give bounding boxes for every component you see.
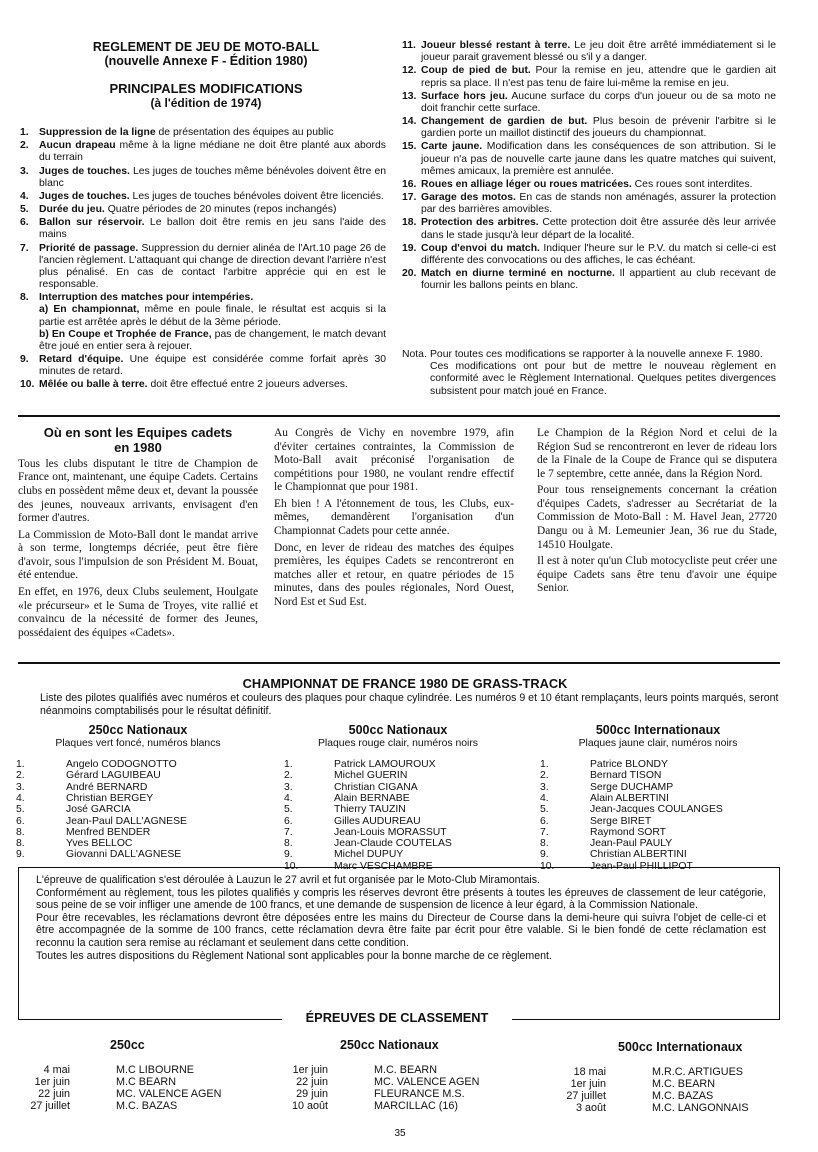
rider-number: 6. [16,815,25,827]
cadets-column-3 [537,427,777,599]
cadets-paragraph-3: En effet, en 1976, deux Clubs seulement, Houlgate «le précurseur» et le Suma de Troyes, vite rallié et convaincu de la nécessité de former des Jeunes, possédaient des équipes «Cadets». [18,585,258,639]
rule-number: 18. [402,217,417,229]
rider-name: Gilles AUDUREAU [334,815,421,827]
reglement-left-column [30,40,382,110]
rule-heading: Ballon sur réservoir. [39,217,145,229]
rider-name: Christian BERGEY [66,792,154,804]
rider-row [540,782,778,793]
rule-item [402,141,776,178]
events-title: ÉPREUVES DE CLASSEMENT [282,1010,512,1026]
rider-row [284,849,518,860]
rule-subitem [39,304,386,328]
rule-text: Ces roues sont interdites. [631,178,753,190]
category-title: 500cc Nationaux [348,723,448,737]
rider-name: Jean-Louis MORASSUT [334,826,447,838]
event-row [268,1088,528,1100]
rule-item [20,140,386,164]
cadets-title-2: en 1980 [114,439,162,455]
rule-text: Plus besoin de prévenir l'arbitre si le gardien porte un maillot distinctif des joueurs du championnat. [421,116,776,140]
rule-number: 17. [402,192,417,204]
category-plates: Plaques vert foncé, numéros blancs [55,737,221,749]
rule-number: 20. [402,268,417,280]
rule-text: Le ballon doit être remis en jeu sans l'aide des mains [39,217,386,241]
rider-number: 4. [16,792,25,804]
rule-item [20,292,386,353]
rule-item [20,354,386,378]
rider-number: 7. [540,826,549,838]
event-club: M.C. BAZAS [116,1100,178,1112]
rule-item [402,65,776,89]
rule-text: de présentation des équipes au public [155,127,334,138]
rider-number: 8. [540,838,549,850]
rule-number: 12. [402,65,417,77]
event-row [10,1076,270,1088]
rider-number: 1. [284,759,293,771]
event-row [268,1064,528,1076]
event-row [10,1088,270,1100]
event-date: 29 juin [296,1088,328,1100]
category-plates: Plaques rouge clair, numéros noirs [318,737,478,749]
divider-top [18,415,780,417]
rule-heading: Coup d'envoi du match. [421,242,540,254]
rider-row [540,849,778,860]
rider-number: 3. [284,781,293,793]
rule-heading: Juges de touches. [39,165,130,177]
rider-name: Jean-Paul PHILLIPOT [590,860,693,872]
rule-heading: Match en diurne terminé en nocturne. [421,268,615,280]
rider-name: Alain BERNABE [334,792,410,804]
rider-name: Serge DUCHAMP [590,781,674,793]
rule-number: 10. [20,379,35,391]
rule-subitem-text: pas de changement, le match devant être joué en entier sera à rejouer. [39,328,386,352]
rider-row [284,804,518,815]
rider-row [16,770,268,781]
rider-row [540,793,778,804]
rule-text: Modification dans les conséquences de son attribution. Si le joueur n'a pas de nouvelle carte jaune dans les quatre matches qui suivent, mêmes amicaux, la première est annulée. [421,141,777,177]
cadets-paragraph-1: Tous les clubs disputant le titre de Champion de France ont, maintenant, une équipe Cadets. Certains clubs en possèdent même deux et, devant la poussée des jeunes, nouveaux arrivants, envisagent d'en former d'autres. [18,457,258,525]
category-500cc-nationaux [278,723,518,872]
rule-number: 4. [20,190,29,202]
riders-list [540,759,778,872]
rule-item [402,217,776,241]
event-row [546,1066,806,1078]
rider-row [540,770,778,781]
rules-list-right [402,40,776,293]
rule-number: 1. [20,127,29,138]
rider-number: 1. [540,759,549,771]
rule-number: 6. [20,217,29,229]
event-club: MC. VALENCE AGEN [374,1076,480,1088]
rider-row [284,827,518,838]
modifications-title: PRINCIPALES MODIFICATIONS [109,80,303,96]
rule-text: Les juges de touches bénévoles doivent être licenciés. [129,190,384,202]
rider-number: 3. [540,781,549,793]
reglement-title: REGLEMENT DE JEU DE MOTO-BALL [92,40,320,54]
rule-text: Indiquer l'heure sur le P.V. du match si celle-ci est différente des convocations ou des affiches, le cas échéant. [421,242,776,266]
cadets-paragraph-5: Eh bien ! A l'étonnement de tous, les Clubs, eux-mêmes, demandèrent l'organisation d'un Championnat Cadets pour cette année. [274,497,514,537]
event-row [268,1100,528,1112]
rider-row [540,759,778,770]
rider-row [16,782,268,793]
rule-text: même à la ligne médiane ne doit être planté aux abords du terrain [39,140,386,164]
cadets-paragraph-7: Le Champion de la Région Nord et celui de la Région Sud se rencontreront en lever de rideau lors de la Finale de la Coupe de France qui se disputera le 7 septembre, cette année, dans la Région Nord. [537,427,777,480]
cadets-title-1: Où en sont les Equipes cadets [43,425,233,440]
rider-name: Bernard TISON [590,770,662,782]
rider-number: 5. [540,804,549,816]
event-club: MARCILLAC (16) [374,1100,458,1112]
nota-block [402,349,776,398]
rule-item [20,191,386,203]
rider-name: Patrice BLONDY [590,759,668,771]
rule-number: 13. [402,90,417,102]
rider-number: 6. [540,815,549,827]
nota-text-1: Pour toutes ces modifications se rapporter à la nouvelle annexe F. 1980. [430,349,763,360]
rider-name: Christian ALBERTINI [590,849,687,861]
event-date: 27 juillet [566,1090,606,1102]
rider-name: Yves BELLOC [66,838,133,850]
category-title: 500cc Internationaux [595,723,721,737]
rider-name: Angelo CODOGNOTTO [66,759,177,771]
rider-number: 9. [540,849,549,861]
rule-text: En cas de stands non aménagés, assurer la protection par des barrières amovibles. [421,192,776,216]
rider-number: 6. [284,815,293,827]
cadets-paragraph-8: Pour tous renseignements concernant la création d'équipes Cadets, s'adresser au Secrétariat de la Commission de Moto-Ball : M. Havel Jean, 27720 Dangu ou à M. Lemeunier Jean, 36 rue du Stade, 14510 Houlgate. [537,484,777,551]
rider-number: 2. [284,770,293,782]
event-club: M.C LIBOURNE [116,1064,194,1076]
cadets-paragraph-6: Donc, en lever de rideau des matches des équipes premières, les équipes Cadets se rencontreront en matches aller et retour, en quatre périodes de 15 minutes, dans des poules régionales, Nord Ouest, Nord Est et Sud Est. [274,541,514,608]
rule-heading: Juges de touches. [39,190,130,202]
rider-row [16,793,268,804]
rule-heading: Suppression de la ligne [39,127,156,138]
rule-text: Les juges de touches même bénévoles doivent être en blanc [39,165,387,189]
rule-heading: Joueur blessé restant à terre. [421,40,571,51]
rule-item [402,192,776,216]
events-list [268,1064,528,1112]
rule-heading: Roues en alliage léger ou roues matricées. [421,178,632,190]
rule-heading: Coup de pied de but. [421,65,531,77]
rider-name: Alain ALBERTINI [590,792,669,804]
rider-number: 2. [16,770,25,782]
rule-number: 11. [402,40,416,51]
rider-row [16,838,268,849]
rule-subitem-text: même en poule finale, le résultat est acquis si la partie est arrêtée après le début de la 3ème période. [39,304,386,328]
grasstrack-title: CHAMPIONNAT DE FRANCE 1980 DE GRASS-TRACK [242,676,568,691]
event-club: M.C. BAZAS [652,1090,714,1102]
event-date: 1er juin [34,1076,70,1088]
rider-number: 4. [284,792,293,804]
event-date: 27 juillet [30,1100,70,1112]
rider-number: 10. [284,860,299,872]
rule-number: 15. [402,141,417,153]
rider-name: Jean-Jacques COULANGES [590,804,723,816]
event-row [546,1102,806,1114]
rider-row [16,827,268,838]
rider-number: 4. [540,792,549,804]
rider-number: 7. [284,826,293,838]
rider-number: 10. [540,860,555,872]
rider-number: 8. [16,826,25,838]
riders-list [16,759,268,861]
event-club: M.C. LANGONNAIS [652,1102,749,1114]
rider-name: Giovanni DALL'AGNESE [66,849,182,861]
rider-number: 9. [16,849,25,861]
rider-name: André BERNARD [66,781,148,793]
modifications-subtitle: (à l'édition de 1974) [150,95,262,110]
rule-text: Il appartient au club recevant de fournir les ballons peints en blanc. [421,268,776,292]
info-paragraph-2: Conformément au règlement, tous les pilotes qualifiés y compris les réserves devront être présents à toutes les épreuves de classement de leur catégorie, sous peine de se voir infliger une amende de 100 francs, et une demande de suspension de licence à leur égard, à la Commission Nationale. [36,886,766,912]
rule-item [402,243,776,267]
events-category-title: 250cc [110,1038,145,1052]
rider-name: Raymond SORT [590,826,667,838]
rider-name: Michel GUERIN [334,770,408,782]
rider-number: 8. [16,838,25,850]
event-club: MC. VALENCE AGEN [116,1088,222,1100]
event-row [10,1100,270,1112]
event-date: 22 juin [38,1088,70,1100]
rule-heading: Mêlée ou balle à terre. [39,379,148,391]
rule-heading: Protection des arbitres. [421,217,539,229]
event-date: 22 juin [296,1076,328,1088]
rule-text: Suppression du dernier alinéa de l'Art.10 page 26 de l'ancien règlement. L'attaquant qui change de direction devant l'arrière n'est plus pénalisé. En cas de contact l'arbitre apprécie qui en est le responsable. [39,242,387,291]
rule-item [402,268,776,292]
rule-number: 16. [402,178,417,190]
rider-number: 8. [284,838,293,850]
rider-number: 3. [16,781,25,793]
category-250cc-nationaux [8,723,268,861]
event-row [10,1064,270,1076]
rule-number: 5. [20,204,29,216]
rider-name: Menfred BENDER [66,826,151,838]
rider-row [284,782,518,793]
rider-row [540,827,778,838]
rule-item [402,40,776,64]
rule-text: Le jeu doit être arrêté immédiatement si le joueur parait gravement blessé ou s'il y a danger. [421,40,776,64]
rider-name: Gérard LAGUIBEAU [66,770,161,782]
rider-row [284,793,518,804]
rider-row [284,838,518,849]
rule-text: Pour la remise en jeu, attendre que le gardien ait repris sa place. Il n'est pas tenu de faire lui-même la remise en jeu. [421,65,776,89]
event-date: 1er juin [292,1064,328,1076]
events-category-title: 500cc Internationaux [618,1040,743,1054]
rule-heading: Priorité de passage. [39,242,139,254]
rule-heading: Aucun drapeau [39,140,116,152]
rider-name: Jean-Paul DALL'AGNESE [66,815,187,827]
event-club: M.C. BEARN [374,1064,437,1076]
rule-heading: Durée du jeu. [39,204,105,216]
divider-middle [18,662,780,664]
rule-number: 3. [20,165,29,177]
rider-row [16,849,268,860]
riders-list [284,759,518,872]
rule-text: doit être effectué entre 2 joueurs adverses. [147,379,348,391]
rule-number: 9. [20,354,29,366]
rider-name: Thierry TAUZIN [334,804,406,816]
rule-subitem [39,329,386,353]
rule-heading: Surface hors jeu. [421,90,508,102]
event-date: 18 mai [573,1066,606,1078]
rider-name: Christian CIGANA [334,781,418,793]
cadets-paragraph-2: La Commission de Moto-Ball dont le mandat arrive à son terme, longtemps décriée, peut être fière d'avoir, sous l'impulsion de son Président M. Bouat, été entendue. [18,528,258,582]
nota-label: Nota. [402,349,427,360]
rules-list-left [20,127,386,393]
rider-row [16,816,268,827]
rider-row [16,759,268,770]
rider-row [284,816,518,827]
rider-row [540,816,778,827]
category-plates: Plaques jaune clair, numéros noirs [578,737,738,749]
rider-name: José GARCIA [66,804,131,816]
event-club: M.C. BEARN [652,1078,715,1090]
rule-item [20,217,386,241]
rider-number: 2. [540,770,549,782]
cadets-column-2 [274,427,514,612]
event-date: 10 août [291,1100,328,1112]
rule-number: 14. [402,116,417,128]
qualification-info-text [36,874,766,962]
events-list [10,1064,270,1112]
rider-row [540,838,778,849]
rider-name: Michel DUPUY [334,849,404,861]
rider-row [540,804,778,815]
rider-row [284,759,518,770]
rule-item [402,91,776,115]
event-row [268,1076,528,1088]
rule-number: 2. [20,140,29,152]
rider-name: Marc VESCHAMBRE [334,860,433,872]
rule-heading: Carte jaune. [421,141,483,153]
rider-row [284,770,518,781]
event-club: M.R.C. ARTIGUES [652,1066,743,1078]
rule-item [20,166,386,190]
event-date: 1er juin [570,1078,606,1090]
event-club: M.C BEARN [116,1076,176,1088]
rule-number: 19. [402,242,417,254]
rule-subitem-heading: b) En Coupe et Trophée de France, [39,328,212,340]
info-paragraph-4: Toutes les autres dispositions du Règlement National sont applicables pour la bonne marche de ce règlement. [36,949,552,962]
category-500cc-internationaux [538,723,778,872]
rule-heading: Retard d'équipe. [39,354,124,366]
rule-item [20,204,386,216]
rule-item [20,379,386,391]
rule-heading: Interruption des matches pour intempéries. [39,292,254,304]
events-category-title: 250cc Nationaux [340,1038,439,1052]
event-date: 3 août [575,1102,606,1114]
rule-text: Cette protection doit être assurée dès leur arrivée dans le stade jusqu'à leur départ de la localité. [421,217,776,241]
rider-name: Patrick LAMOUROUX [334,759,436,771]
event-date: 4 mai [43,1064,70,1076]
rider-name: Jean-Paul PAULY [590,838,673,850]
category-title: 250cc Nationaux [88,723,188,737]
info-paragraph-3: Pour être recevables, les réclamations devront être déposées entre les mains du Directeur de Course dans la demi-heure qui suivra l'objet de celle-ci et être accompagnée de la somme de 100 francs, cette réclamation devra être faite par écrit pour être valable. Si le bien fondé de cette réclamation est reconnu la caution sera remise au réclamant et seulement dans cette condition. [36,911,766,949]
rider-number: 9. [284,849,293,861]
rule-heading: Garage des motos. [421,192,516,204]
rule-item [20,127,386,139]
info-paragraph-1: L'épreuve de qualification s'est déroulée à Lauzun le 27 avril et fut organisée par le Moto-Club Miramontais. [36,874,541,886]
grasstrack-intro: Liste des pilotes qualifiés avec numéros et couleurs des plaques pour chaque cylindrée. Les numéros 9 et 10 étant remplaçants, leurs points marqués, seront néanmoins comptabilisés pour le résultat définitif. [40,692,779,717]
rider-number: 5. [284,804,293,816]
event-club: FLEURANCE M.S. [374,1088,465,1100]
cadets-paragraph-9: Il est à noter qu'un Club motocycliste peut créer une équipe Cadets sans être tenu d'avoir une équipe Senior. [537,555,777,595]
rider-number: 1. [16,759,25,771]
rule-subitem-heading: a) En championnat, [39,304,140,316]
rule-text: Quatre périodes de 20 minutes (repos inchangés) [104,204,337,216]
rule-text: Une équipe est considérée comme forfait après 30 minutes de retard. [39,354,386,378]
cadets-column-1 [18,425,258,639]
rule-item [402,179,776,191]
rider-name: Jean-Claude COUTELAS [334,838,452,850]
cadets-paragraph-4: Au Congrès de Vichy en novembre 1979, afin d'éviter certaines contraintes, la Commission de Moto-Ball avait préconisé l'organisation de compétitions pour 1980, ne voulant rendre effectif le Championnat que pour 1981. [274,427,514,494]
rule-text: Aucune surface du corps d'un joueur ou de sa moto ne doit franchir cette surface. [421,90,776,114]
rider-number: 5. [16,804,25,816]
event-row [546,1090,806,1102]
rule-number: 8. [20,292,29,304]
rule-item [20,243,386,292]
nota-text-2: Ces modifications ont pour but de mettre le nouveau règlement en conformité avec le Règlement International. Quelques petites divergences subsistent pour match joué en France. [430,361,776,397]
rider-name: Serge BIRET [590,815,652,827]
event-row [546,1078,806,1090]
reglement-subtitle: (nouvelle Annexe F - Édition 1980) [104,54,308,69]
page-number: 35 [394,1128,406,1139]
rule-number: 7. [20,242,29,254]
rule-heading: Changement de gardien de but. [421,116,588,128]
rider-row [16,804,268,815]
rule-item [402,116,776,140]
events-list [546,1066,806,1114]
